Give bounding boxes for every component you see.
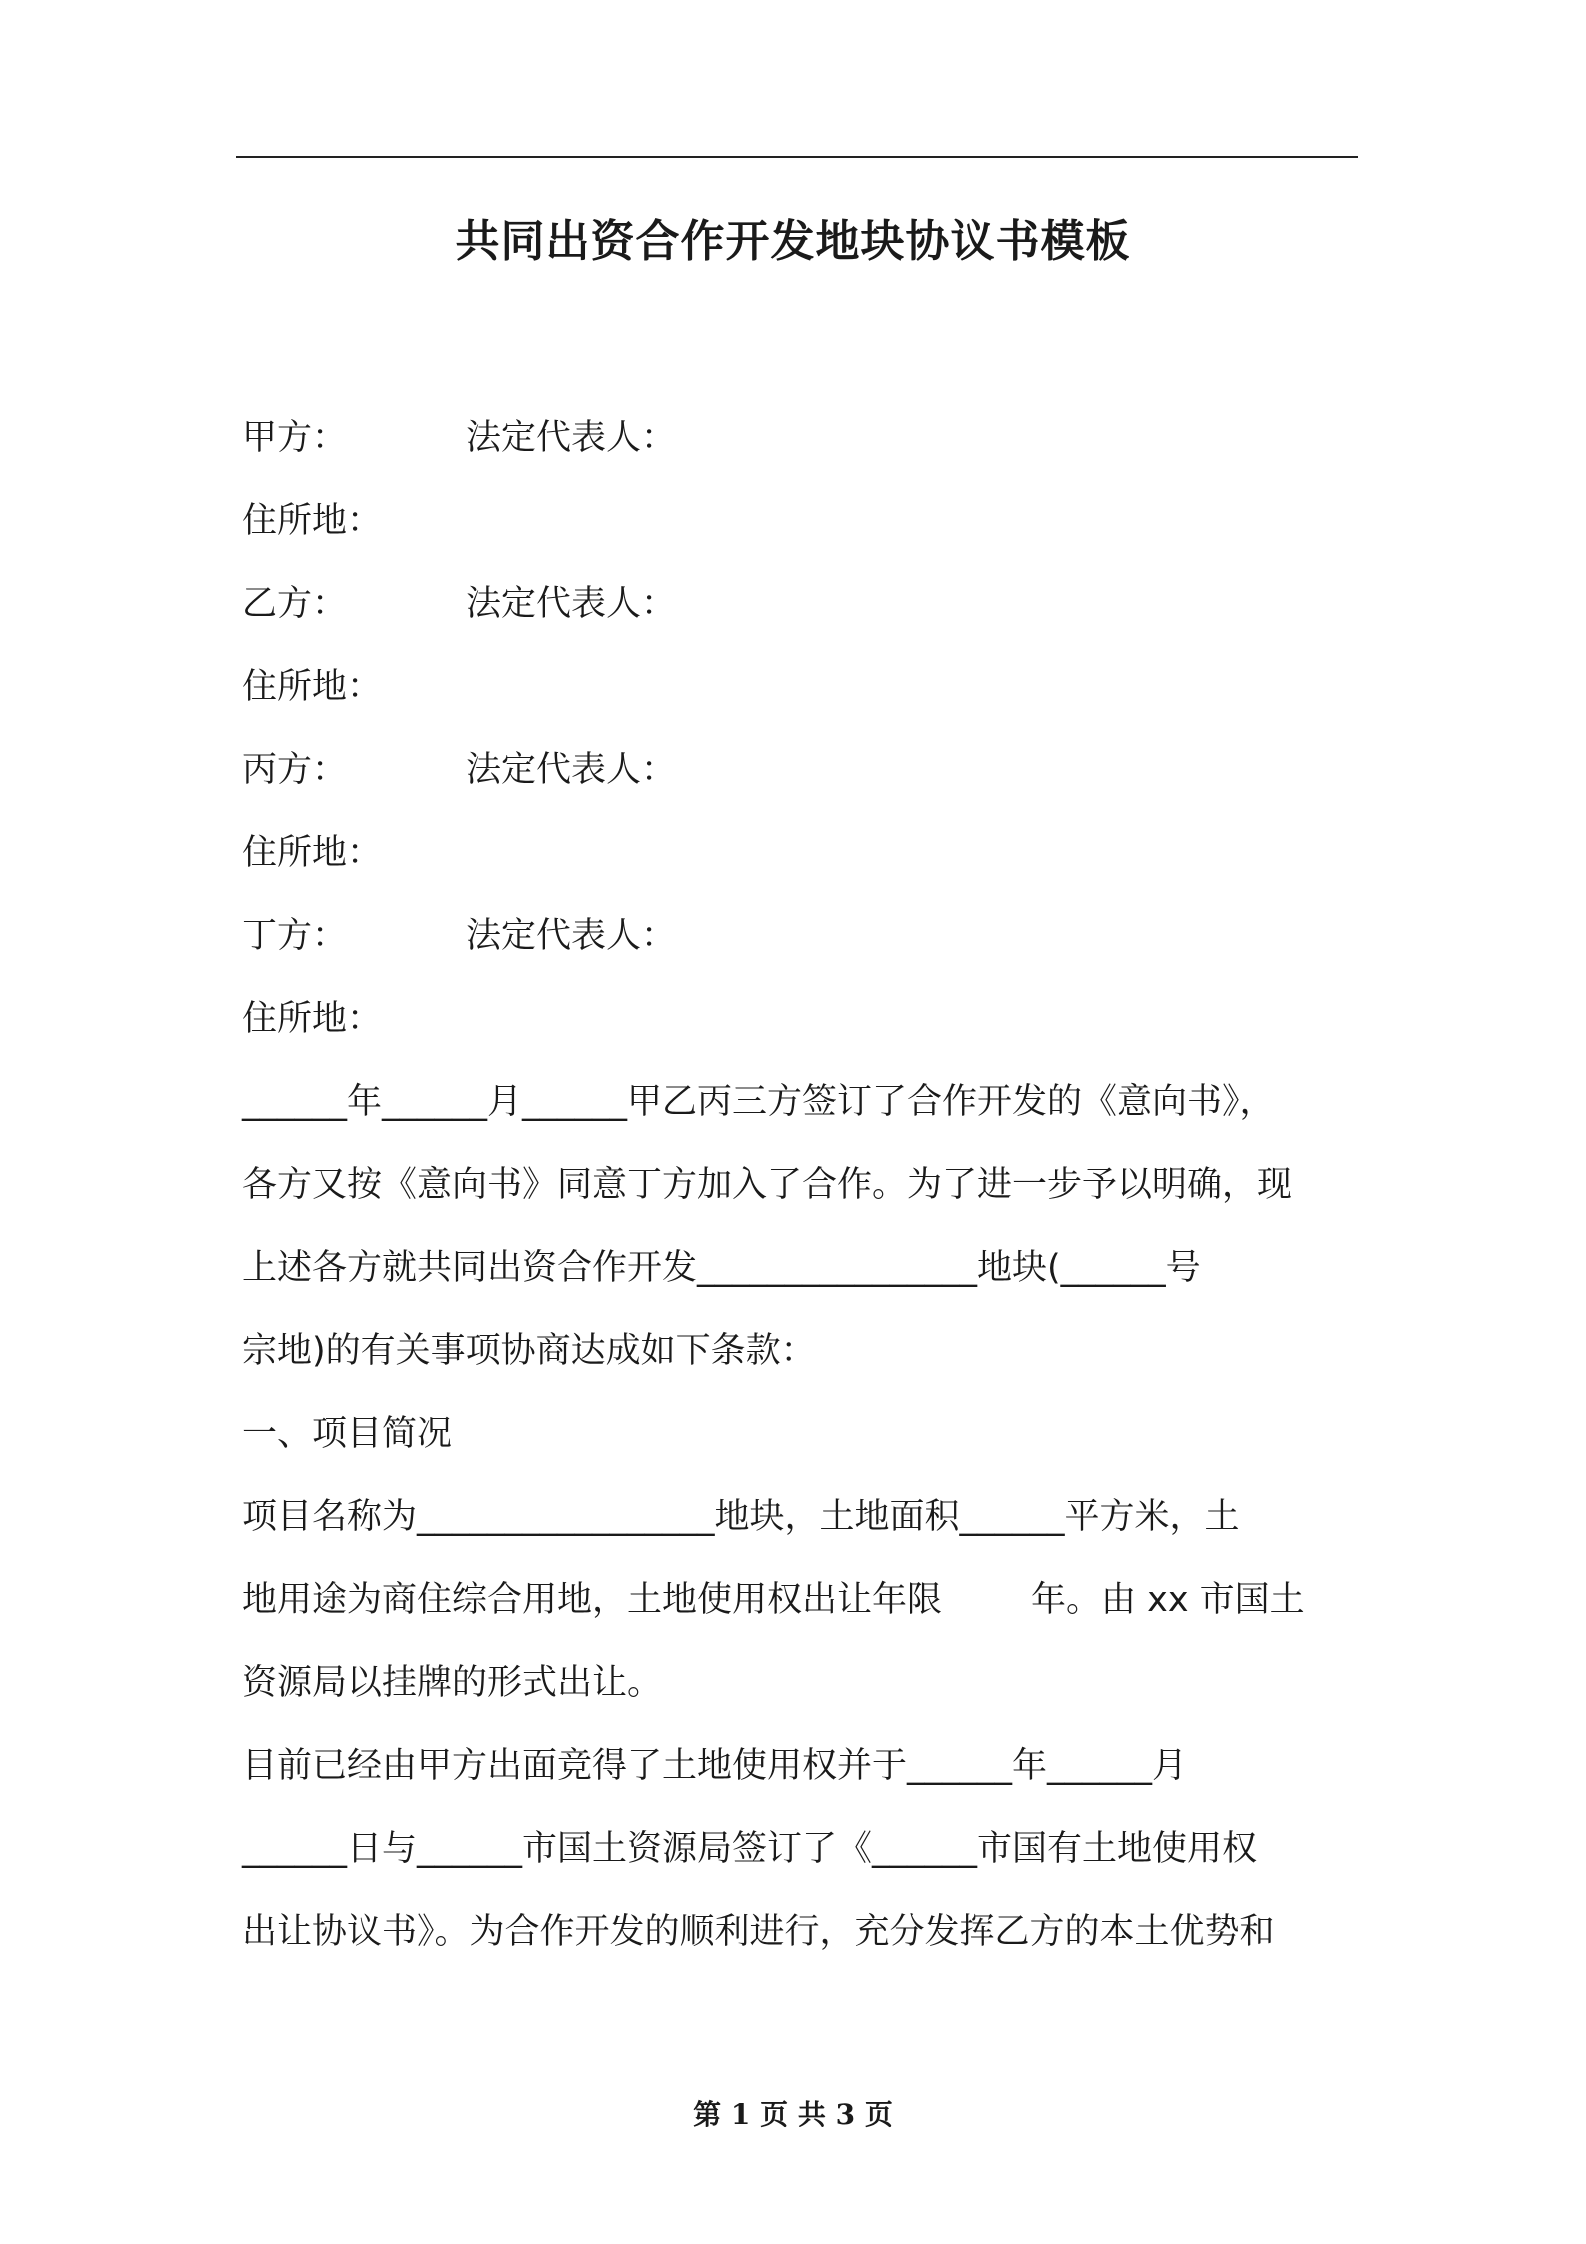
- party-c-address-label: 住所地：: [242, 833, 383, 873]
- party-d-rep-label: 法定代表人：: [466, 916, 677, 956]
- body-line: 各方又按《意向书》同意丁方加入了合作。为了进一步予以明确，现: [242, 1165, 1293, 1205]
- party-a-rep-label: 法定代表人：: [466, 418, 677, 458]
- party-a-label: 甲方：: [242, 418, 348, 458]
- body-line: ______日与______市国土资源局签订了《______市国有土地使用权: [242, 1829, 1258, 1869]
- body-line: 目前已经由甲方出面竞得了土地使用权并于______年______月: [242, 1746, 1188, 1786]
- party-b-label: 乙方：: [242, 584, 348, 624]
- body-line: 上述各方就共同出资合作开发________________地块(______号: [242, 1248, 1201, 1288]
- body-line: ______年______月______甲乙丙三方签订了合作开发的《意向书》，: [242, 1082, 1275, 1122]
- party-d-address-label: 住所地：: [242, 999, 383, 1039]
- party-d-label: 丁方：: [242, 916, 348, 956]
- body-line: 地用途为商住综合用地，土地使用权出让年限 年。由 xx 市国土: [242, 1580, 1305, 1620]
- document-title: 共同出资合作开发地块协议书模板: [455, 216, 1131, 267]
- header-rule: [236, 156, 1358, 158]
- body-line: 宗地)的有关事项协商达成如下条款：: [242, 1331, 816, 1371]
- page-number: 第 1 页 共 3 页: [693, 2098, 893, 2131]
- party-c-rep-label: 法定代表人：: [466, 750, 677, 790]
- party-a-address-label: 住所地：: [242, 501, 383, 541]
- party-b-rep-label: 法定代表人：: [466, 584, 677, 624]
- section-heading: 一、项目简况: [242, 1414, 453, 1454]
- body-line: 出让协议书》。为合作开发的顺利进行，充分发挥乙方的本土优势和: [242, 1912, 1275, 1952]
- body-line: 项目名称为_________________地块，土地面积______平方米，土: [242, 1497, 1240, 1537]
- party-c-label: 丙方：: [242, 750, 348, 790]
- body-line: 资源局以挂牌的形式出让。: [242, 1663, 663, 1703]
- party-b-address-label: 住所地：: [242, 667, 383, 707]
